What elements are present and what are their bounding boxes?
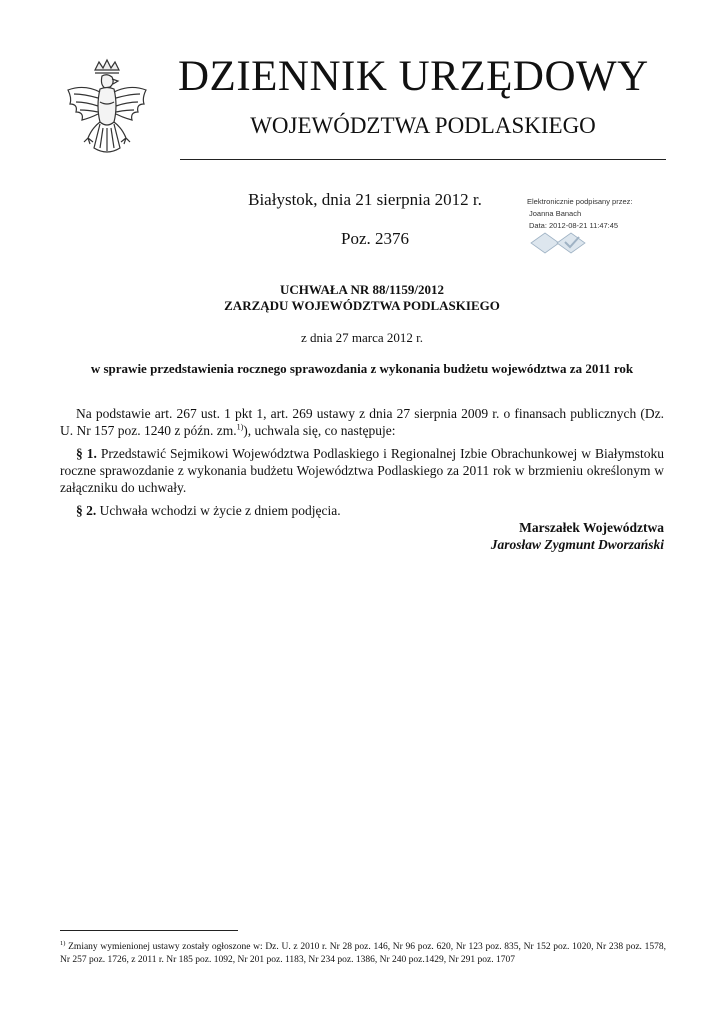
preamble: Na podstawie art. 267 ust. 1 pkt 1, art. 269 ustawy z dnia 27 sierpnia 2009 r. o finansach publicznych (Dz. U. Nr 157 poz. 1240 z późn. zm.$^{1)}$), uchwala się, co następuje: — [60, 406, 664, 438]
signature-signer: Joanna Banach — [529, 209, 582, 218]
section-2-text: Uchwała wchodzi w życie z dniem podjęcia. — [99, 503, 341, 518]
footnote-marker: 1) — [60, 940, 66, 947]
position-number: Poz. 2376 — [341, 229, 409, 248]
journal-subtitle: WOJEWÓDZTWA PODLASKIEGO — [250, 113, 596, 138]
footnote-text: Zmiany wymienionej ustawy zostały ogłoszone w: Dz. U. z 2010 r. Nr 28 poz. 146, Nr 96 poz. 620, Nr 123 poz. 835, Nr 152 poz. 1020, Nr 238 poz. 1578, Nr 257 poz. 1726, z 2011 r. Nr 185 poz. 1092, Nr 201 poz. 1183, Nr 234 poz. 1386, Nr 240 poz.1429, Nr 291 poz. 1707 — [60, 942, 666, 966]
resolution-body — [60, 405, 664, 519]
footnote-divider — [60, 930, 238, 931]
signature-date: Data: 2012-08-21 11:47:45 — [529, 221, 619, 230]
footnote — [60, 937, 666, 967]
section-2-marker: § 2. — [76, 503, 97, 518]
signatory-name: Jarosław Zygmunt Dworzański — [490, 537, 664, 552]
section-2 — [60, 502, 664, 519]
signatory-role: Marszałek Województwa — [519, 520, 664, 535]
footnote-reference: 1) — [236, 422, 244, 432]
resolution-date: z dnia 27 marca 2012 r. — [300, 330, 423, 345]
resolution-number: UCHWAŁA NR 88/1159/2012 — [280, 282, 444, 297]
place-and-date: Białystok, dnia 21 sierpnia 2012 r. — [248, 190, 482, 209]
resolution-title — [60, 282, 664, 314]
resolution-issuer: ZARZĄDU WOJEWÓDZTWA PODLASKIEGO — [224, 298, 500, 313]
signature-check-icon — [527, 230, 589, 256]
signature-label: Elektronicznie podpisany przez: — [527, 197, 633, 206]
section-1-text: Przedstawić Sejmikowi Województwa Podlaskiego i Regionalnej Izbie Obrachunkowej w Białymstoku roczne sprawozdanie z wykonania budżetu Województwa Podlaskiego za 2011 rok w brzmieniu określonym w załączniku do uchwały. — [60, 446, 664, 495]
masthead-divider — [180, 159, 666, 160]
resolution-subject: w sprawie przedstawienia rocznego sprawozdania z wykonania budżetu województwa za 2011 rok — [90, 361, 634, 376]
electronic-signature-stamp — [527, 196, 667, 232]
journal-title: DZIENNIK URZĘDOWY — [178, 53, 649, 100]
section-1-marker: § 1. — [76, 446, 97, 461]
signature-block — [491, 519, 664, 553]
polish-eagle-emblem — [62, 56, 152, 168]
section-1 — [60, 445, 664, 496]
